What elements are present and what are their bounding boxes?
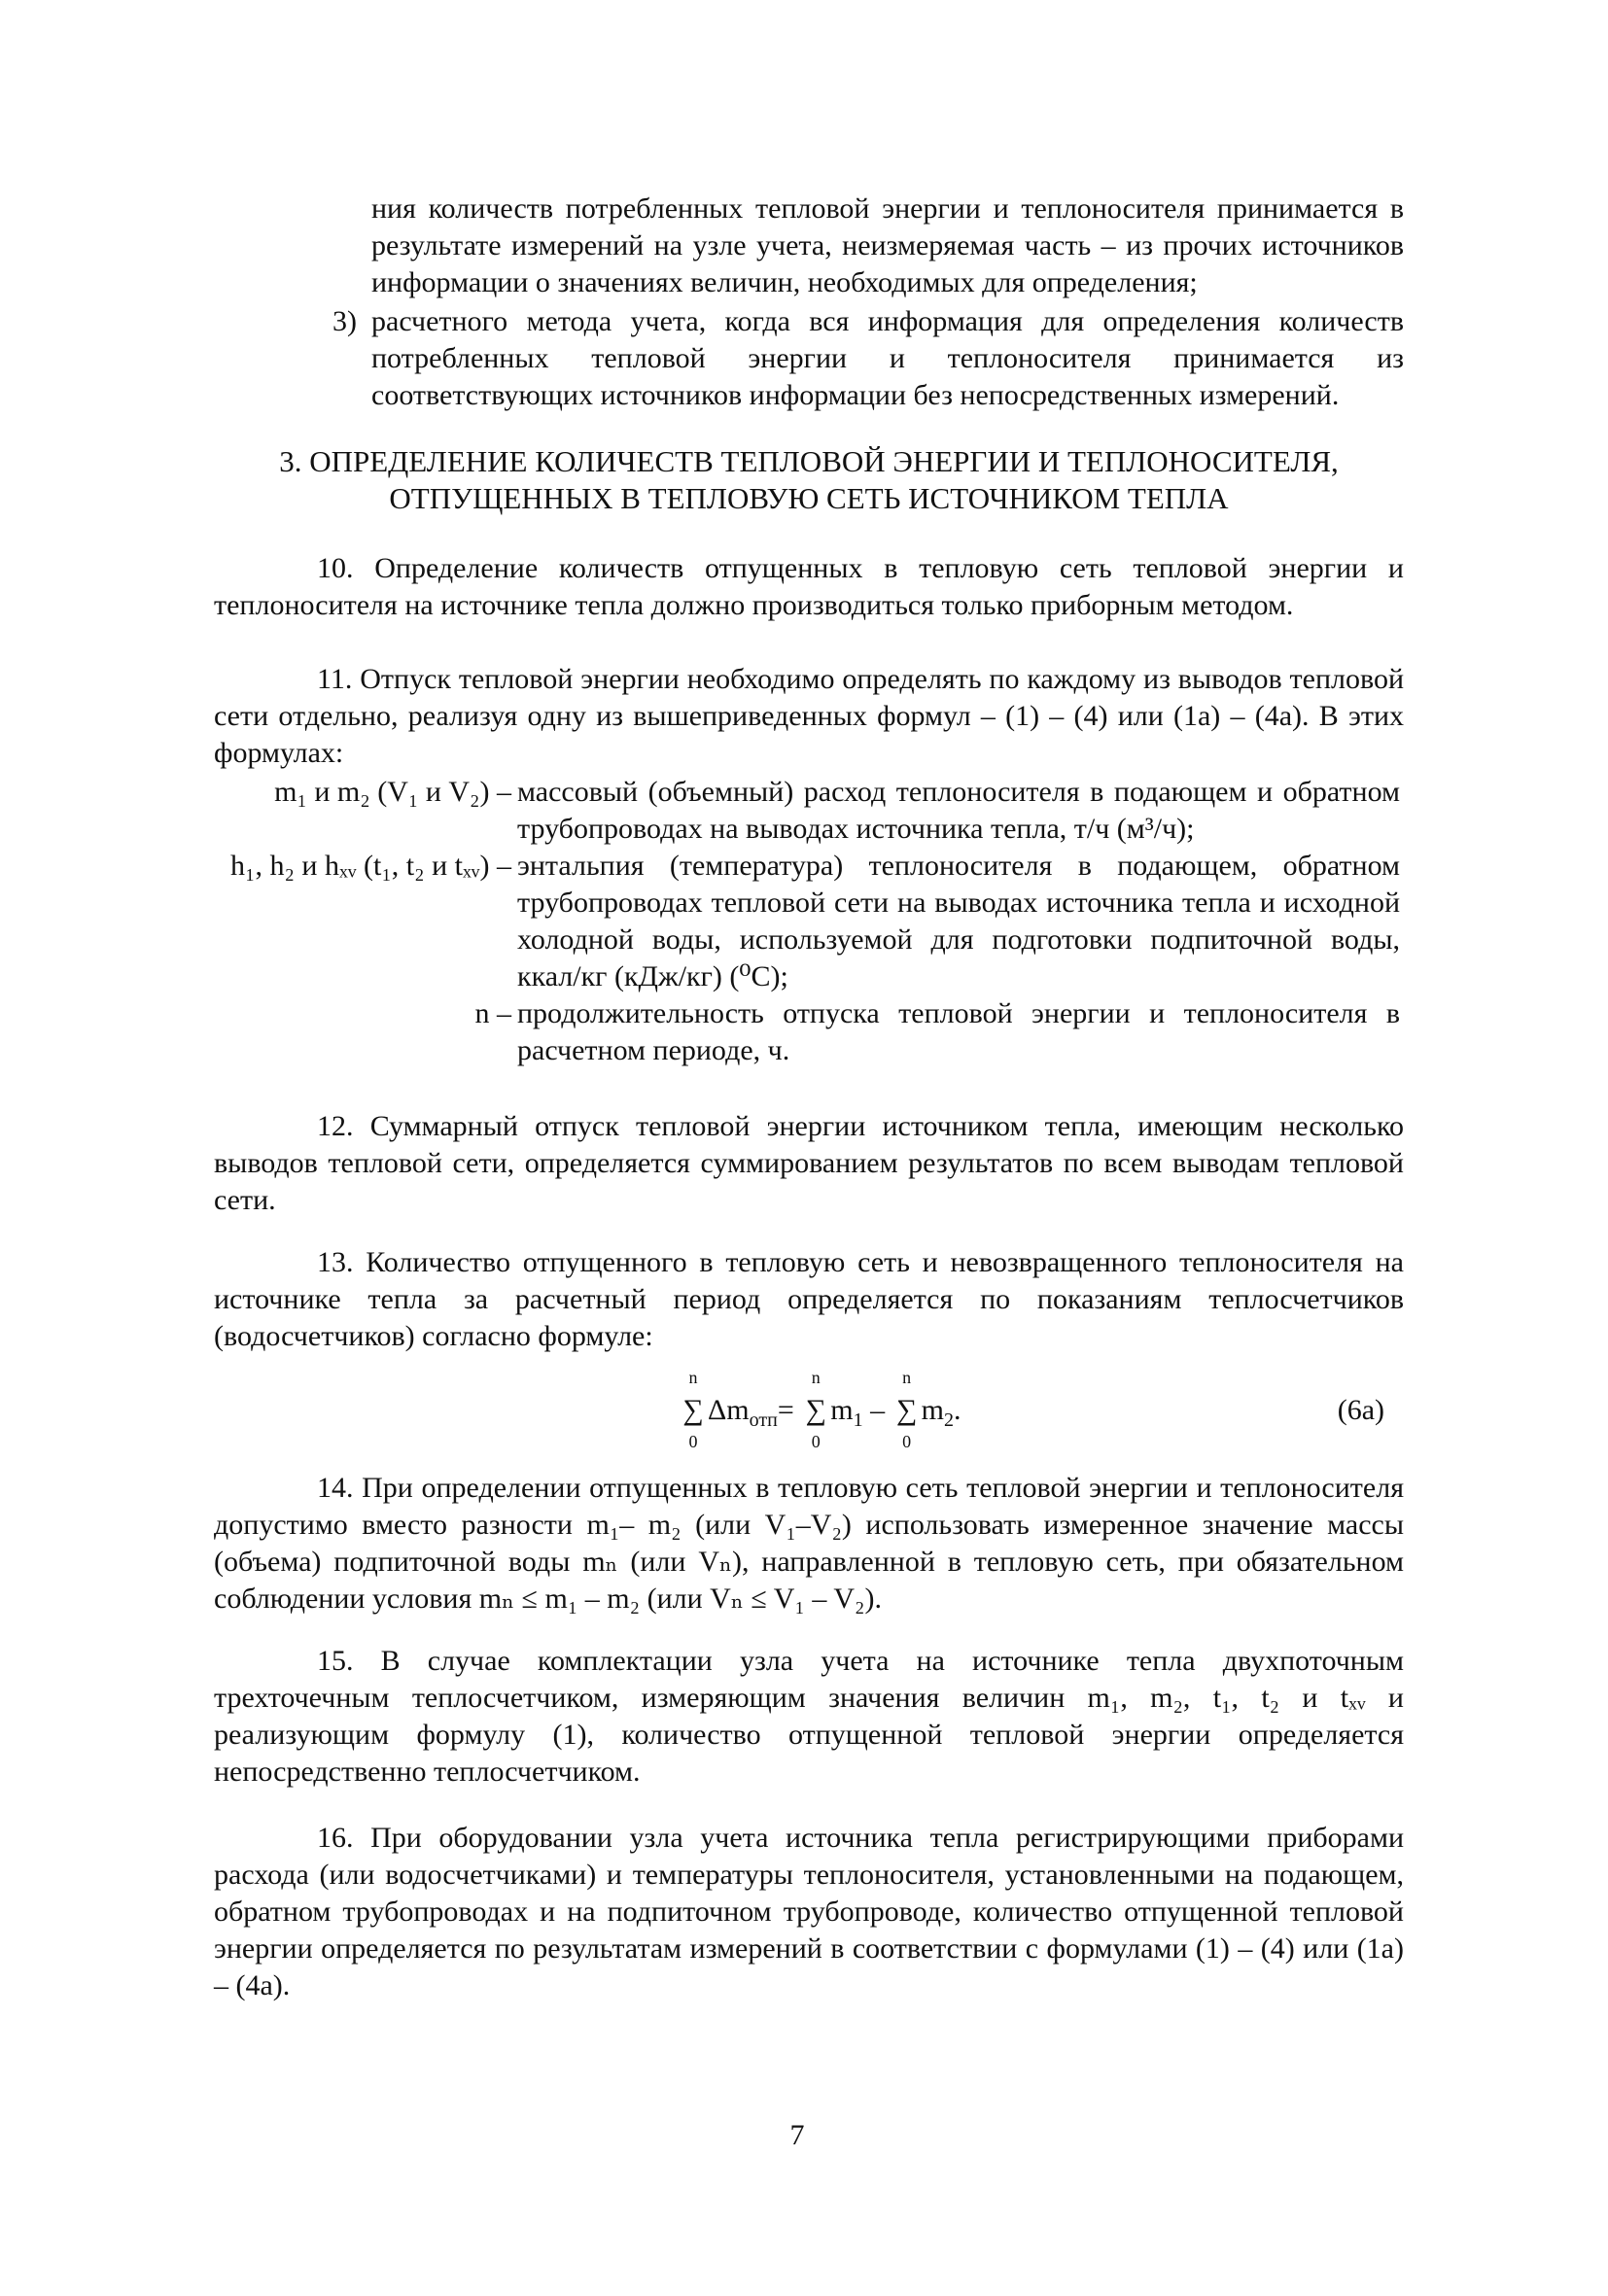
paragraph-13 [214, 1244, 1404, 1355]
sum-upper-limit: n [811, 1368, 821, 1387]
page-number: 7 [789, 2119, 805, 2151]
definitions-list [175, 774, 1404, 1069]
paragraph-14 [214, 1470, 1404, 1618]
sum-sign: ∑ [682, 1394, 704, 1426]
sum-symbol [801, 1368, 830, 1451]
section-heading-line-1: 3. ОПРЕДЕЛЕНИЕ КОЛИЧЕСТВ ТЕПЛОВОЙ ЭНЕРГИИ И ТЕПЛОНОСИТЕЛЯ, [279, 444, 1339, 478]
sum-lower-limit: 0 [902, 1432, 912, 1451]
formula-operator: = [777, 1394, 794, 1426]
formula-subscript: 2 [943, 1409, 954, 1431]
definition-text: продолжительность отпуска тепловой энергии и теплоносителя в расчетном периоде, ч. [517, 997, 1400, 1066]
paragraph-15-text: 15. В случае комплектации узла учета на источнике тепла двухпоточным трехточечным теплосчетчиком, измеряющим значения величин m₁, m₂, t₁, t₂ и tₓᵥ и реализующим формулу (1), количество отпущенной тепловой энергии определяется непосредственно теплосчетчиком. [214, 1645, 1404, 1788]
formula-number: (6а) [1337, 1394, 1384, 1426]
list-item-3 [332, 303, 1404, 414]
paragraph-16 [214, 1820, 1404, 2004]
paragraph-11 [214, 661, 1404, 772]
paragraph-12-text: 12. Суммарный отпуск тепловой энергии источником тепла, имеющим несколько выводов тепловой сети, определяется суммированием результатов по всем выводам тепловой сети. [214, 1110, 1404, 1216]
paragraph-14-text: 14. При определении отпущенных в тепловую сеть тепловой энергии и теплоносителя допустимо вместо разности m₁– m₂ (или V₁–V₂) использовать измеренное значение массы (объема) подпиточной воды mₙ (или Vₙ), направленной в тепловую сеть, при обязательном соблюдении условия mₙ ≤ m₁ – m₂ (или Vₙ ≤ V₁ – V₂). [214, 1472, 1404, 1615]
paragraph-12 [214, 1108, 1404, 1219]
paragraph-10-text: 10. Определение количеств отпущенных в тепловую сеть тепловой энергии и теплоносителя на источнике тепла должно производиться только приборным методом. [214, 552, 1404, 621]
section-heading-line-2: ОТПУЩЕННЫХ В ТЕПЛОВУЮ СЕТЬ ИСТОЧНИКОМ ТЕПЛА [389, 481, 1229, 515]
list-item-text: расчетного метода учета, когда вся информация для определения количеств потребленных тепловой энергии и теплоносителя принимается из соответствующих источников информации без непосредственных измерений. [371, 305, 1404, 411]
sum-lower-limit: 0 [688, 1432, 698, 1451]
definition-term: n – [474, 997, 511, 1029]
definition-text: массовый (объемный) расход теплоносителя в подающем и обратном трубопроводах на выводах источника тепла, т/ч (м³/ч); [517, 776, 1400, 845]
formula-subscript: отп [749, 1409, 778, 1431]
paragraph-10 [214, 550, 1404, 624]
intro-paragraph [371, 191, 1404, 301]
sum-symbol [679, 1368, 708, 1451]
formula-subscript: 1 [853, 1409, 863, 1431]
sum-symbol [892, 1368, 922, 1451]
definition-item [175, 774, 1404, 848]
intro-text: ния количеств потребленных тепловой энергии и теплоносителя принимается в результате измерений на узле учета, неизмеряемая часть – из прочих источников информации о значениях величин, необходимых для определения; [371, 192, 1404, 298]
sum-upper-limit: n [688, 1368, 698, 1387]
definition-item [175, 995, 1404, 1069]
definition-term: m₁ и m₂ (V₁ и V₂) – [274, 776, 511, 808]
paragraph-13-text: 13. Количество отпущенного в тепловую сеть и невозвращенного теплоносителя на источнике тепла за расчетный период определяется по показаниям теплосчетчиков (водосчетчиков) согласно формуле: [214, 1246, 1404, 1352]
definition-item [175, 848, 1404, 995]
paragraph-16-text: 16. При оборудовании узла учета источника тепла регистрирующими приборами расхода (или водосчетчиками) и температуры теплоносителя, установленными на подающем, обратном трубопроводах и на подпиточном трубопроводе, количество отпущенной тепловой энергии определяется по результатам измерений в соответствии с формулами (1) – (4) или (1а) – (4а). [214, 1822, 1404, 2001]
formula-term: m [921, 1394, 944, 1426]
sum-sign: ∑ [805, 1394, 826, 1426]
sum-upper-limit: n [902, 1368, 912, 1387]
formula-end: . [953, 1394, 961, 1426]
paragraph-11-text: 11. Отпуск тепловой энергии необходимо определять по каждому из выводов тепловой сети отдельно, реализуя одну из вышеприведенных формул – (1) – (4) или (1а) – (4а). В этих формулах: [214, 663, 1404, 769]
sum-sign: ∑ [895, 1394, 918, 1426]
formula-expression [679, 1368, 961, 1451]
sum-lower-limit: 0 [811, 1432, 821, 1451]
definition-term: h₁, h₂ и hₓᵥ (t₁, t₂ и tₓᵥ) – [230, 850, 511, 882]
section-heading [214, 443, 1404, 517]
formula-term: Δm [708, 1394, 750, 1426]
formula-term: m [830, 1394, 854, 1426]
list-item-number: 3) [332, 305, 357, 337]
formula-operator: – [870, 1394, 886, 1426]
definition-text: энтальпия (температура) теплоносителя в подающем, обратном трубопроводах тепловой сети на выводах источника тепла и исходной холодной воды, используемой для подготовки подпиточной воды, ккал/кг (кДж/кг) (⁰С); [517, 850, 1400, 992]
formula-6a [214, 1368, 1404, 1451]
paragraph-15 [214, 1643, 1404, 1791]
